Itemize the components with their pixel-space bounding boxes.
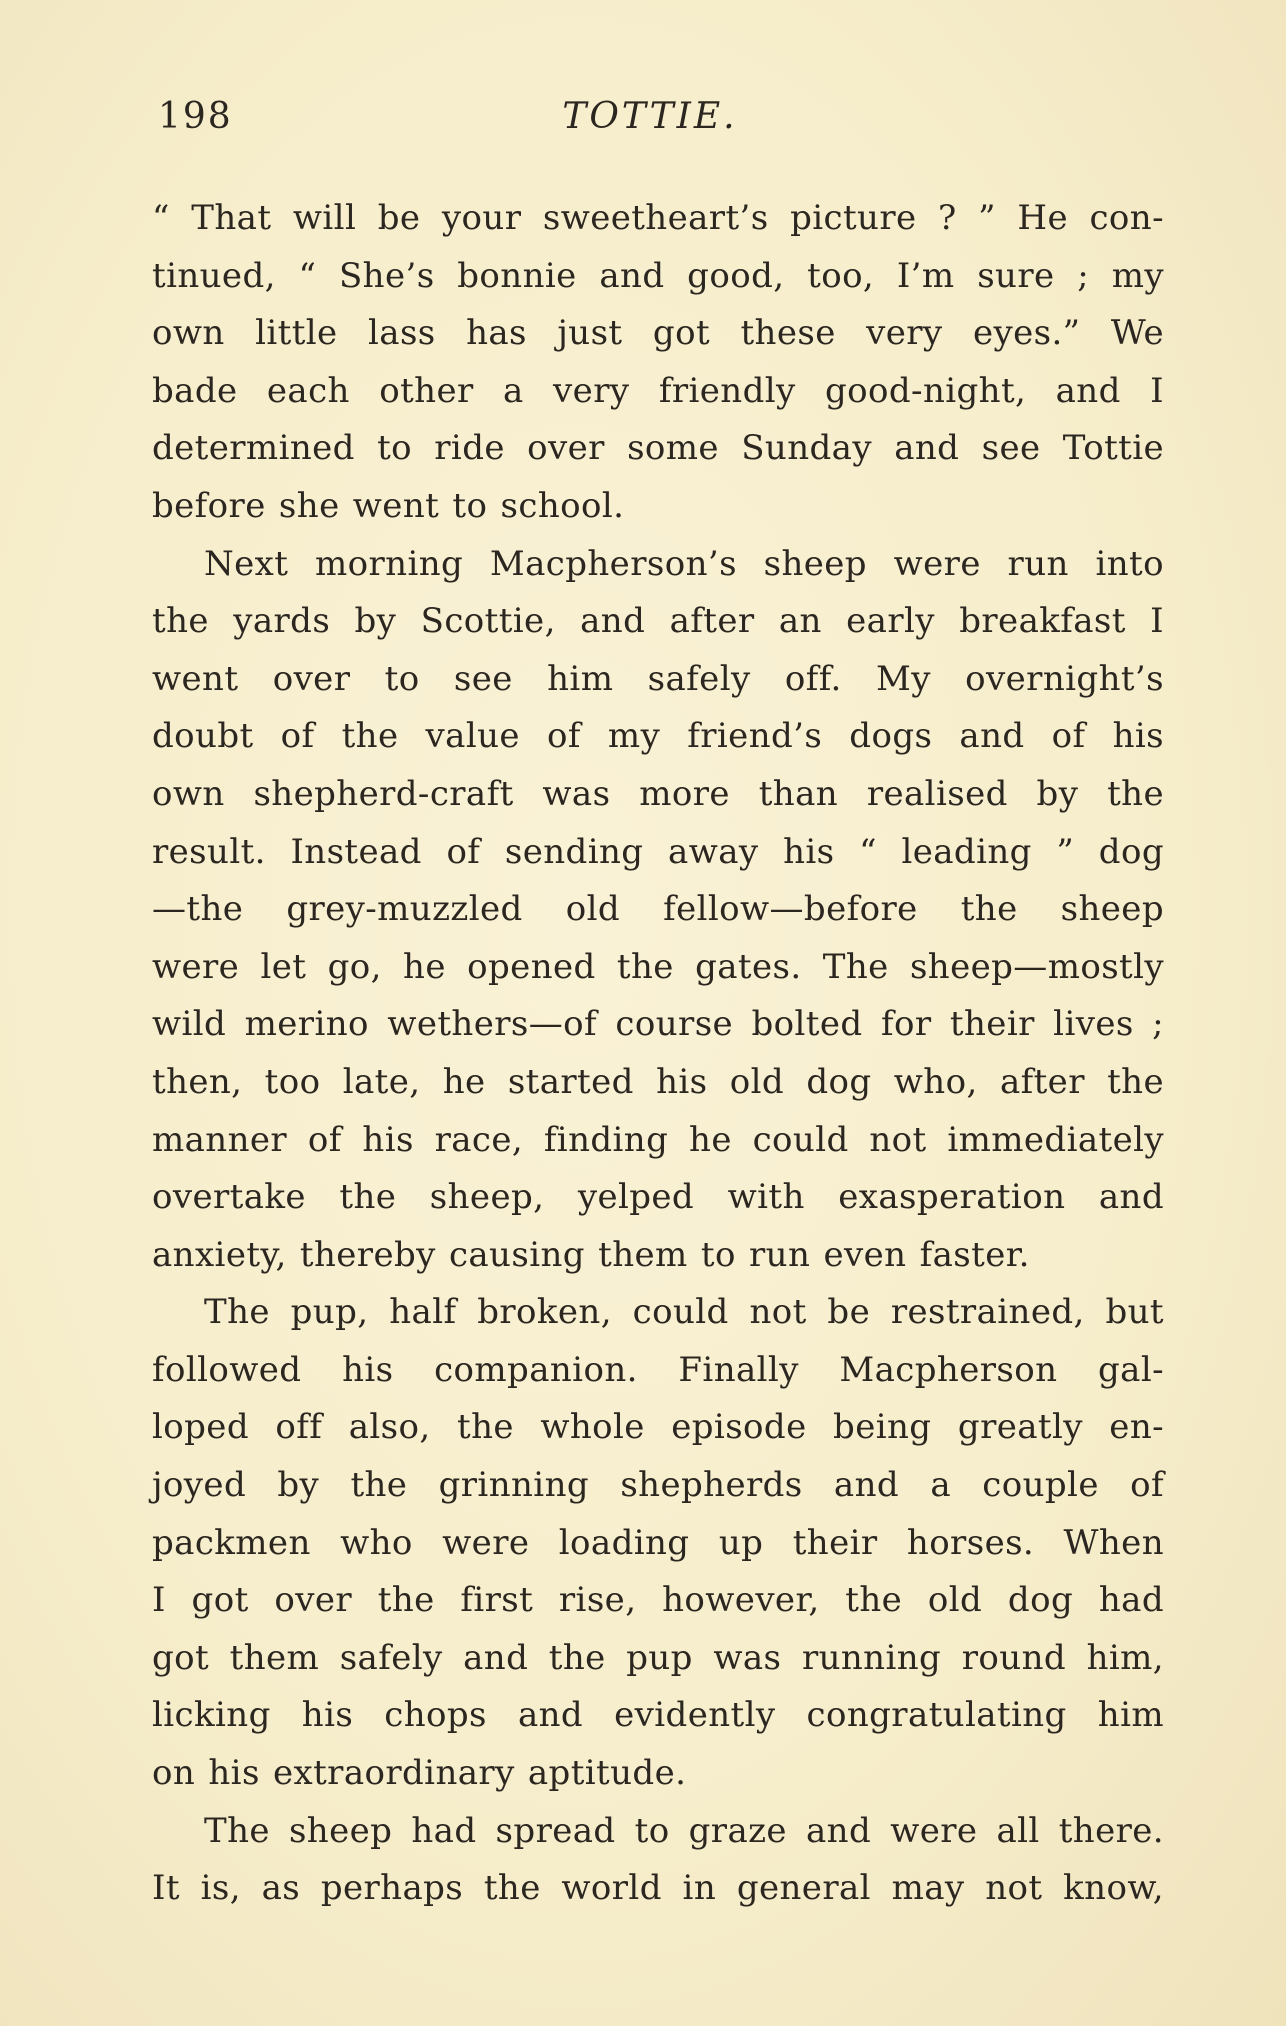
text-line: own shepherd-craft was more than realised by the	[152, 773, 1164, 814]
text-line: overtake the sheep, yelped with exasperation and	[152, 1177, 1164, 1218]
page-header	[150, 96, 1150, 156]
text-line: loped off also, the whole episode being greatly en-	[152, 1407, 1164, 1448]
text-line: The pup, half broken, could not be restrained, but	[204, 1292, 1164, 1333]
text-line: licking his chops and evidently congratulating him	[152, 1695, 1164, 1736]
text-line: on his extraordinary aptitude.	[152, 1753, 687, 1794]
text-line: anxiety, thereby causing them to run even faster.	[152, 1234, 1030, 1275]
text-line: I got over the first rise, however, the old dog had	[152, 1580, 1164, 1621]
text-line: bade each other a very friendly good-night, and I	[152, 370, 1164, 411]
text-line: then, too late, he started his old dog who, after the	[152, 1061, 1164, 1102]
text-line: followed his companion. Finally Macpherson gal-	[152, 1349, 1164, 1390]
text-line: determined to ride over some Sunday and see Tottie	[152, 428, 1164, 469]
text-line: before she went to school.	[152, 485, 625, 526]
text-line: result. Instead of sending away his “ leading ” dog	[152, 831, 1164, 872]
text-line: Next morning Macpherson’s sheep were run into	[204, 543, 1164, 584]
text-line: own little lass has just got these very eyes.” We	[152, 313, 1164, 354]
running-title: TOTTIE.	[562, 96, 738, 137]
text-line: —the grey-muzzled old fellow—before the sheep	[152, 889, 1164, 930]
text-line: It is, as perhaps the world in general may not know,	[152, 1868, 1164, 1909]
text-line: packmen who were loading up their horses. When	[152, 1522, 1164, 1563]
text-line: tinued, “ She’s bonnie and good, too, I’m sure ; my	[152, 255, 1164, 296]
text-line: manner of his race, finding he could not immediately	[152, 1119, 1164, 1160]
body-text	[152, 190, 1164, 1918]
text-line: got them safely and the pup was running round him,	[152, 1637, 1164, 1678]
text-line: doubt of the value of my friend’s dogs and of his	[152, 716, 1164, 757]
page-number: 198	[158, 96, 233, 137]
text-line: went over to see him safely off. My overnight’s	[152, 658, 1164, 699]
text-line: “ That will be your sweetheart’s picture ? ” He con-	[152, 198, 1164, 238]
text-line: The sheep had spread to graze and were all there.	[204, 1810, 1164, 1851]
text-line: joyed by the grinning shepherds and a couple of	[152, 1465, 1164, 1506]
text-line: the yards by Scottie, and after an early breakfast I	[152, 601, 1164, 642]
text-line: were let go, he opened the gates. The sheep—mostly	[152, 946, 1164, 987]
text-line: wild merino wethers—of course bolted for their lives ;	[152, 1004, 1164, 1045]
